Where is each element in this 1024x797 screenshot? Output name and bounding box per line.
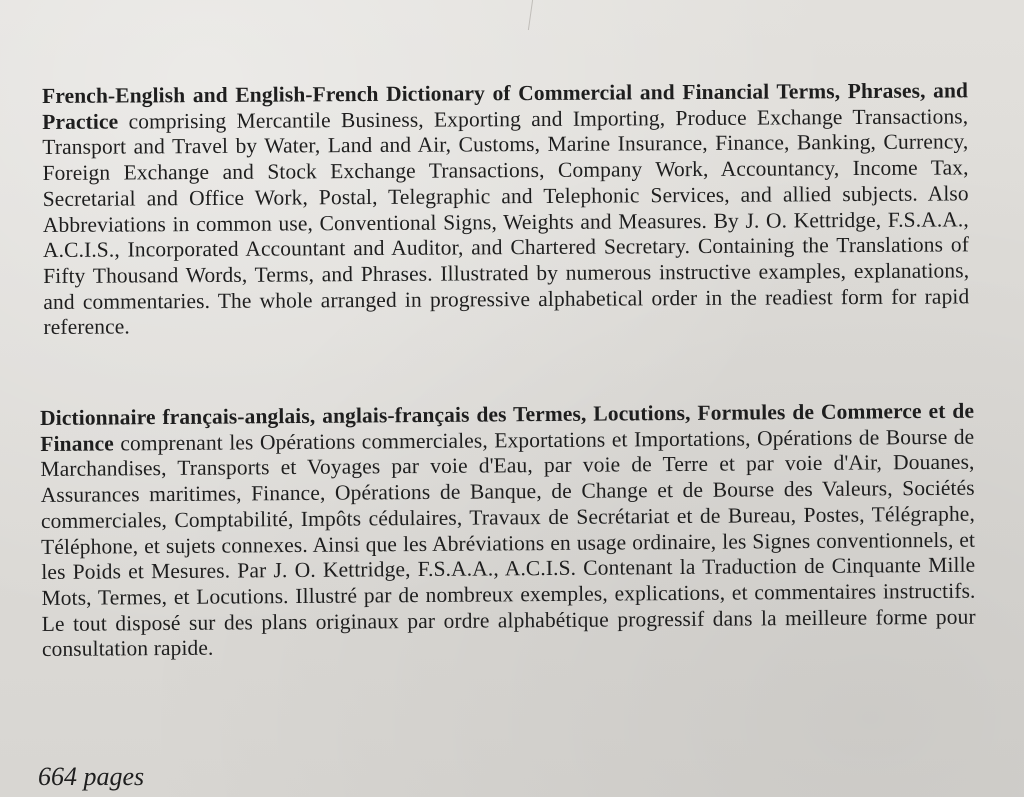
english-title: French-English and English-French Dictionary of Commercial and Financial Terms, Phrases, and Practice xyxy=(42,78,969,134)
french-title: Dictionnaire français-anglais, anglais-français des Termes, Locutions, Formules de Commerce et de Finance xyxy=(40,398,975,456)
page-count: 664 pages xyxy=(38,762,145,791)
english-description xyxy=(42,78,970,341)
french-body: comprenant les Opérations commerciales, Exportations et Importations, Opérations de Bourse de Marchandises, Transports et Voyages par voie d'Eau, par voie de Terre et par voie d'Air, Douanes, Assurances maritimes, Finance, Opérations de Banque, de Change et de Bourse des Valeurs, Sociétés commerciales, Comptabilité, Impôts cédulaires, Travaux de Secrétariat et de Bureau, Postes, Télégraphe, Téléphone, et sujets connexes. Ainsi que les Abréviations en usage ordinaire, les Signes conventionnels, et les Poids et Mesures. Par J. O. Kettridge, F.S.A.A., A.C.I.S. Contenant la Traduction de Cinquante Mille Mots, Termes, et Locutions. Illustré par de nombreux exemples, explications, et commentaires instructifs. Le tout disposé sur des plans originaux par ordre alphabétique progressif dans la meilleure forme pour consultation rapide. xyxy=(40,424,976,662)
french-description xyxy=(40,399,976,663)
english-body: comprising Mercantile Business, Exporting and Importing, Produce Exchange Transactions, Transport and Travel by Water, Land and Air, Customs, Marine Insurance, Finance, Banking, Currency, Foreign Exchange and Stock Exchange Transactions, Company Work, Accountancy, Income Tax, Secretarial and Office Work, Postal, Telegraphic and Telephonic Services, and allied subjects. Also Abbreviations in common use, Conventional Signs, Weights and Measures. By J. O. Kettridge, F.S.A.A., A.C.I.S., Incorporated Accountant and Auditor, and Chartered Secretary. Containing the Translations of Fifty Thousand Words, Terms, and Phrases. Illustrated by numerous instructive examples, explanations, and commentaries. The whole arranged in progressive alphabetical order in the readiest form for rapid reference. xyxy=(42,104,970,340)
paper-crease xyxy=(528,0,559,30)
